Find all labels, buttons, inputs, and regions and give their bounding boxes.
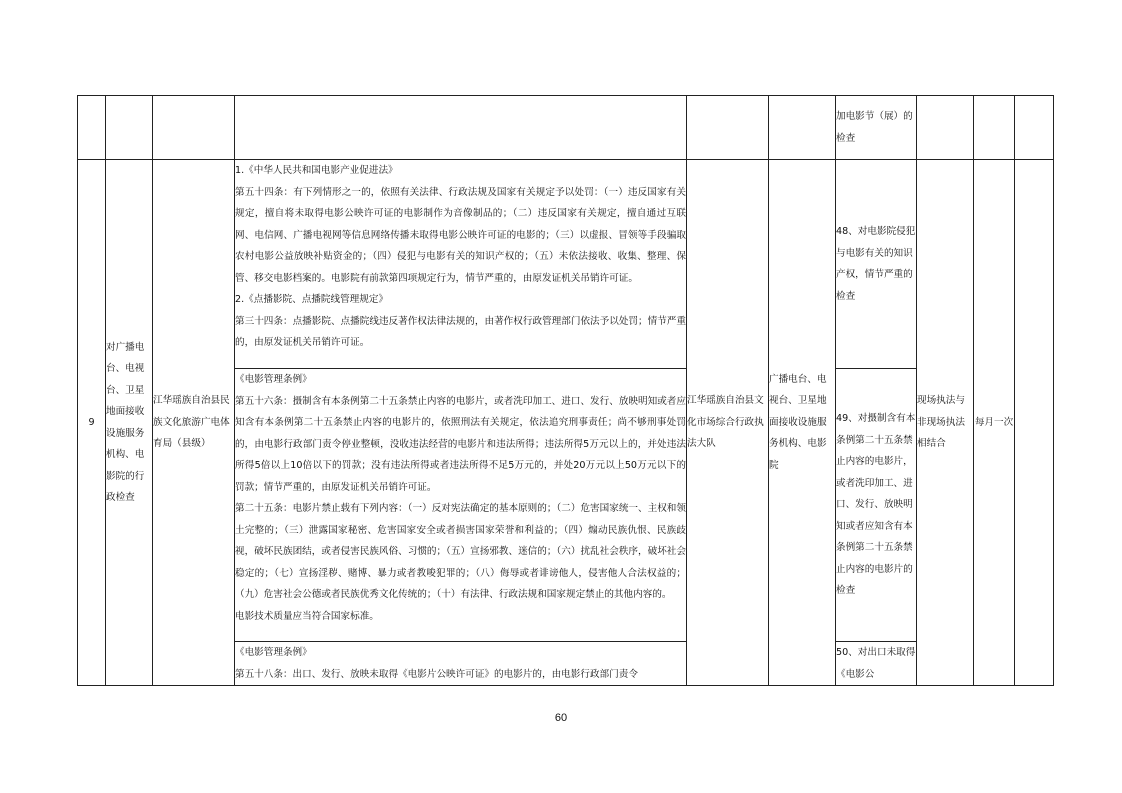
law-title: 《电影管理条例》 — [235, 374, 312, 385]
implementing-authority: 江华瑶族自治县民族文化旅游广电体育局（县级） — [153, 160, 235, 686]
item-cell-continued: 加电影节（展）的检查 — [836, 96, 917, 160]
law-article: 第二十五条：电影片禁止载有下列内容：（一）反对宪法确定的基本原则的；（二）危害国家统一、主权和领土完整的；（三）泄露国家秘密、危害国家安全或者损害国家荣誉和利益的；（四）煽动民族仇恨、民族歧视，破坏民族团结，或者侵害民族风俗、习惯的；（五）宣扬邪教、迷信的；（六）扰乱社会秩序，破坏社会稳定的；（七）宣扬淫秽、赌博、暴力或者教唆犯罪的；（八）侮辱或者诽谤他人，侵害他人合法权益的；（九）危害社会公德或者民族优秀文化传统的；（十）有法律、行政法规和国家规定禁止的其他内容的。 — [235, 503, 686, 600]
law-article: 第五十六条：摄制含有本条例第二十五条禁止内容的电影片，或者洗印加工、进口、发行、放映明知或者应知含有本条例第二十五条禁止内容的电影片的，依照刑法有关规定，依法追究刑事责任；尚不够刑事处罚的，由电影行政部门责令停业整顿，没收违法经营的电影片和违法所得；违法所得5万元以上的，并处违法所得5倍以上10倍以下的罚款；没有违法所得或者违法所得不足5万元的，并处20万元以上50万元以下的罚款；情节严重的，由原发证机关吊销许可证。 — [235, 395, 686, 493]
law-article: 第五十四条：有下列情形之一的，依照有关法律、行政法规及国家有关规定予以处罚：（一）违反国家有关规定，擅自将未取得电影公映许可证的电影制作为音像制品的；（二）违反国家有关规定，擅自通过互联网、电信网、广播电视网等信息网络传播未取得电影公映许可证的电影的；（三）以虚报、冒领等手段骗取农村电影公益放映补贴资金的；（四）侵犯与电影有关的知识产权的；（五）未依法接收、收集、整理、保管、移交电影档案的。电影院有前款第四项规定行为，情节严重的，由原发证机关吊销许可证。 — [235, 186, 686, 284]
inspection-table — [77, 95, 1054, 686]
remark-cell — [1015, 160, 1054, 686]
cell-empty — [1015, 96, 1054, 160]
enforcement-body: 江华瑶族自治县文化市场综合行政执法大队 — [687, 160, 769, 686]
law-title: 2.《点播影院、点播院线管理规定》 — [235, 294, 389, 305]
table-row-continuation — [78, 96, 1054, 160]
table-row — [78, 160, 1054, 369]
item-50: 50、对出口未取得《电影公 — [836, 642, 917, 686]
cell-empty — [769, 96, 836, 160]
page-number: 60 — [554, 712, 568, 724]
item-48: 48、对电影院侵犯与电影有关的知识产权，情节严重的检查 — [836, 160, 917, 369]
law-article: 第三十四条：点播影院、点播院线违反著作权法律法规的，由著作权行政管理部门依法予以处罚；情节严重的，由原发证机关吊销许可证。 — [235, 315, 686, 348]
law-title: 《电影管理条例》 — [235, 647, 312, 658]
law-article: 电影技术质量应当符合国家标准。 — [235, 610, 379, 622]
cell-empty — [687, 96, 769, 160]
law-article: 第五十八条：出口、发行、放映未取得《电影片公映许可证》的电影片的，由电影行政部门责令 — [235, 668, 638, 680]
law-title: 1.《中华人民共和国电影产业促进法》 — [235, 165, 398, 176]
cell-empty — [235, 96, 687, 160]
cell-empty — [78, 96, 106, 160]
inspection-method: 现场执法与非现场执法相结合 — [917, 160, 974, 686]
inspection-frequency: 每月一次 — [974, 160, 1015, 686]
legal-basis-section-3 — [235, 642, 687, 686]
row-number: 9 — [78, 160, 106, 686]
legal-basis-section-1 — [235, 160, 687, 369]
inspection-name: 对广播电台、电视台、卫星地面接收设施服务机构、电影院的行政检查 — [106, 160, 153, 686]
inspected-objects: 广播电台、电视台、卫星地面接收设施服务机构、电影院 — [769, 160, 836, 686]
cell-empty — [974, 96, 1015, 160]
cell-empty — [917, 96, 974, 160]
legal-basis-section-2 — [235, 369, 687, 642]
item-49: 49、对摄制含有本条例第二十五条禁止内容的电影片，或者洗印加工、进口、发行、放映明知或者应知含有本条例第二十五条禁止内容的电影片的检查 — [836, 369, 917, 642]
cell-empty — [153, 96, 235, 160]
cell-empty — [106, 96, 153, 160]
